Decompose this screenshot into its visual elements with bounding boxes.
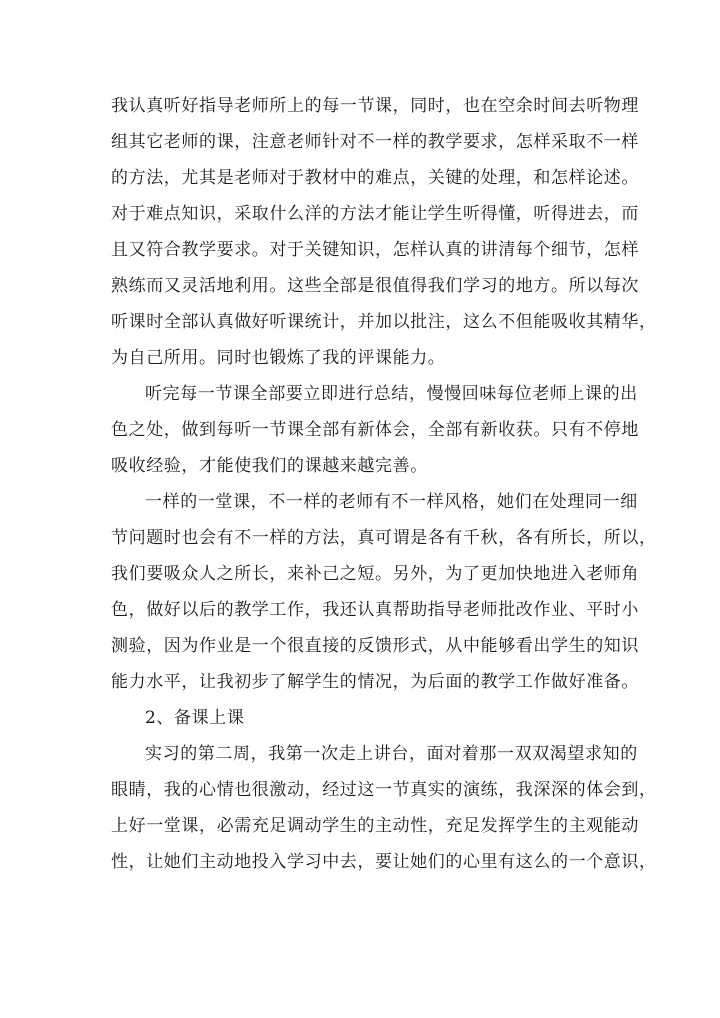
paragraph-2-line-1: 听完每一节课全部要立即进行总结，慢慢回味每位老师上课的出	[145, 384, 638, 404]
paragraph-4-line-1: 实习的第二周，我第一次走上讲台，面对着那一双双渴望求知的	[145, 744, 638, 764]
paragraph-1-line-1: 我认真听好指导老师所上的每一节课，同时，也在空余时间去听物理	[111, 96, 639, 116]
document-body	[111, 88, 657, 880]
paragraph-3-line-6: 能力水平，让我初步了解学生的情况，为后面的教学工作做好准备。	[111, 672, 639, 692]
paragraph-3-line-1: 一样的一堂课，不一样的老师有不一样风格，她们在处理同一细	[145, 492, 638, 512]
paragraph-4-line-2: 眼睛，我的心情也很激动，经过这一节真实的演练，我深深的体会到，	[111, 780, 657, 800]
paragraph-1-line-8: 为自己所用。同时也锻炼了我的评课能力。	[111, 348, 446, 368]
paragraph-1-line-2: 组其它老师的课，注意老师针对不一样的教学要求，怎样采取不一样	[111, 132, 639, 152]
section-heading: 2、备课上课	[145, 708, 245, 728]
paragraph-2-line-3: 吸收经验，才能使我们的课越来越完善。	[111, 456, 428, 476]
paragraph-4-line-3: 上好一堂课，必需充足调动学生的主动性，充足发挥学生的主观能动	[111, 816, 639, 836]
paragraph-2-line-2: 色之处，做到每听一节课全部有新体会，全部有新收获。只有不停地	[111, 420, 639, 440]
paragraph-3-line-4: 色，做好以后的教学工作，我还认真帮助指导老师批改作业、平时小	[111, 600, 639, 620]
paragraph-3-line-2: 节问题时也会有不一样的方法，真可谓是各有千秋，各有所长，所以，	[111, 528, 657, 548]
paragraph-1-line-7: 听课时全部认真做好听课统计，并加以批注，这么不但能吸收其精华，	[111, 312, 657, 332]
paragraph-3-line-3: 我们要吸众人之所长，来补己之短。另外，为了更加快地进入老师角	[111, 564, 639, 584]
paragraph-3-line-5: 测验，因为作业是一个很直接的反馈形式，从中能够看出学生的知识	[111, 636, 639, 656]
paragraph-4-line-4: 性，让她们主动地投入学习中去，要让她们的心里有这么的一个意识，	[111, 852, 657, 872]
paragraph-1-line-4: 对于难点知识，采取什么洋的方法才能让学生听得懂，听得进去，而	[111, 204, 639, 224]
paragraph-1-line-6: 熟练而又灵活地利用。这些全部是很值得我们学习的地方。所以每次	[111, 276, 639, 296]
paragraph-1-line-5: 且又符合教学要求。对于关键知识，怎样认真的讲清每个细节，怎样	[111, 240, 639, 260]
paragraph-1-line-3: 的方法，尤其是老师对于教材中的难点，关键的处理，和怎样论述。	[111, 168, 639, 188]
